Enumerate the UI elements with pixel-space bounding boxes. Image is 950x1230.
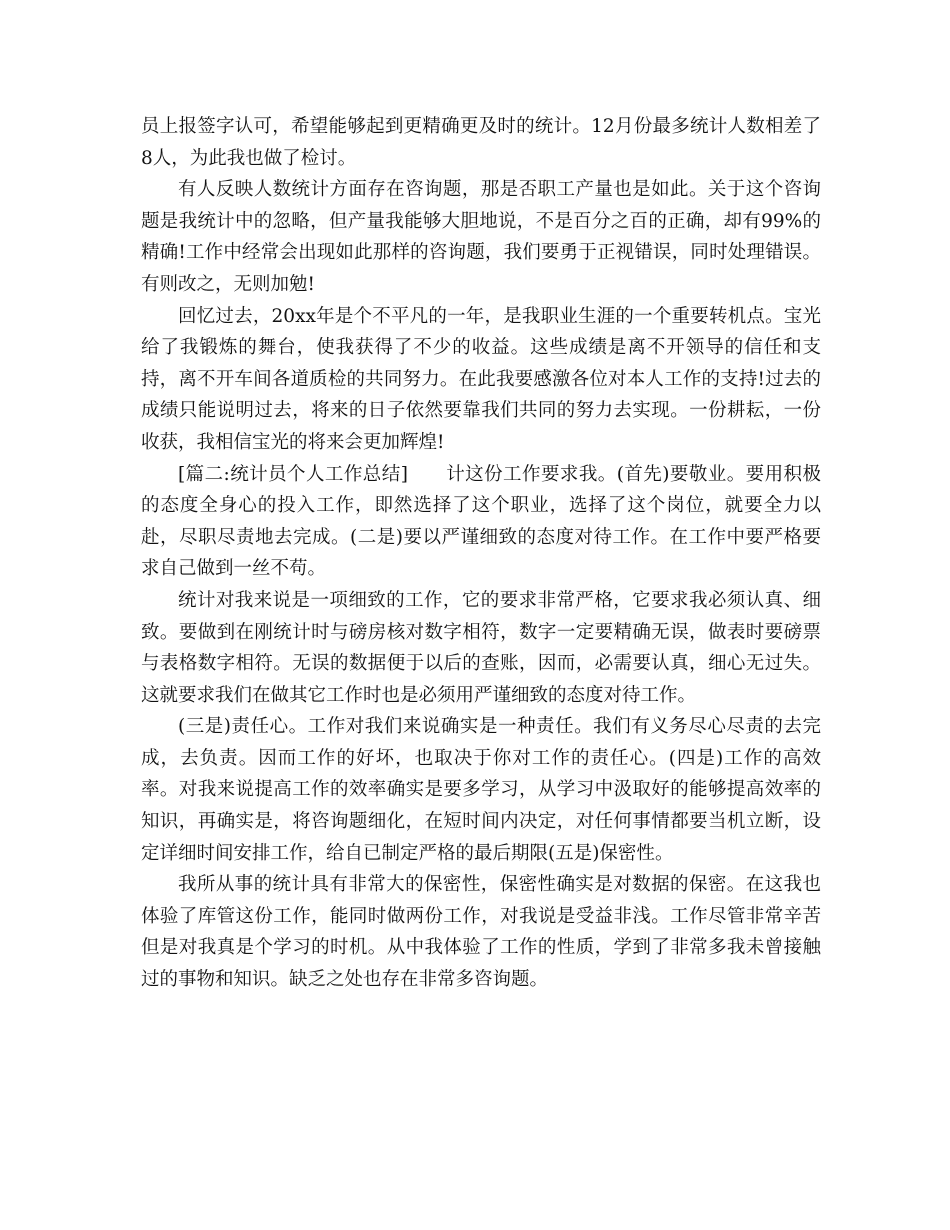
paragraph: 统计对我来说是一项细致的工作，它的要求非常严格，它要求我必须认真、细致。要做到在刚统计时与磅房核对数字相符，数字一定要精确无误，做表时要磅票与表格数字相符。无误的数据便于以后的查账，因而，必需要认真，细心无过失。这就要求我们在做其它工作时也是必须用严谨细致的态度对待工作。 <box>141 589 821 706</box>
paragraph: 有人反映人数统计方面存在咨询题，那是否职工产量也是如此。关于这个咨询题是我统计中的忽略，但产量我能够大胆地说，不是百分之百的正确，却有99%的精确!工作中经常会出现如此那样的咨询题，我们要勇于正视错误，同时处理错误。有则改之，无则加勉! <box>141 179 821 295</box>
document-body <box>141 111 821 996</box>
paragraph: (三是)责任心。工作对我们来说确实是一种责任。我们有义务尽心尽责的去完成，去负责。因而工作的好坏，也取决于你对工作的责任心。(四是)工作的高效率。对我来说提高工作的效率确实是要多学习，从学习中汲取好的能够提高效率的知识，再确实是，将咨询题细化，在短时间内决定，对任何事情都要当机立断，设定详细时间安排工作，给自已制定严格的最后期限(五是)保密性。 <box>141 716 821 864</box>
paragraph-continuation: 员上报签字认可，希望能够起到更精确更及时的统计。12月份最多统计人数相差了8人，为此我也做了检讨。 <box>141 116 821 169</box>
paragraph: 我所从事的统计具有非常大的保密性，保密性确实是对数据的保密。在这我也体验了库管这份工作，能同时做两份工作，对我说是受益非浅。工作尽管非常辛苦但是对我真是个学习的时机。从中我体验了工作的性质，学到了非常多我未曾接触过的事物和知识。缺乏之处也存在非常多咨询题。 <box>141 874 821 991</box>
paragraph-section-heading: [篇二:统计员个人工作总结] 计这份工作要求我。(首先)要敬业。要用积极的态度全身心的投入工作，即然选择了这个职业，选择了这个岗位，就要全力以赴，尽职尽责地去完成。(二是)要以严谨细致的态度对待工作。在工作中要严格要求自己做到一丝不苟。 <box>141 463 821 580</box>
paragraph: 回忆过去，20xx年是个不平凡的一年，是我职业生涯的一个重要转机点。宝光给了我锻炼的舞台，使我获得了不少的收益。这些成绩是离不开领导的信任和支持，离不开车间各道质检的共同努力。在此我要感激各位对本人工作的支持!过去的成绩只能说明过去，将来的日子依然要靠我们共同的努力去实现。一份耕耘，一份收获，我相信宝光的将来会更加辉煌! <box>141 305 821 453</box>
